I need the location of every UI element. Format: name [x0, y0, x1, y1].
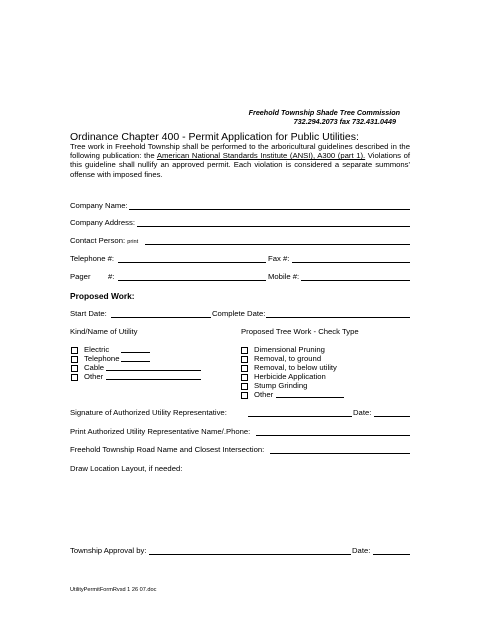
tree-work-other-checkbox[interactable]: [241, 392, 248, 399]
tree-work-dimensional-pruning-label: Dimensional Pruning: [254, 345, 325, 354]
company-name-label: Company Name:: [70, 201, 128, 210]
location-layout-label: Draw Location Layout, if needed:: [70, 464, 183, 473]
tree-work-removal-below-utility-checkbox[interactable]: [241, 365, 248, 372]
intro-paragraph: [70, 142, 410, 179]
contact-person-label: [70, 236, 138, 245]
approval-date-label: Date:: [352, 546, 371, 555]
utility-electric-name-field[interactable]: [121, 352, 150, 353]
complete-date-label: Complete Date:: [212, 309, 266, 318]
utility-telephone-label: Telephone: [84, 354, 120, 363]
tree-work-herbicide-label: Herbicide Application: [254, 372, 326, 381]
tree-work-stump-grinding-label: Stump Grinding: [254, 381, 308, 390]
pager-field[interactable]: [118, 280, 266, 281]
utility-other-label: Other: [84, 372, 104, 381]
township-approval-field[interactable]: [149, 554, 351, 555]
complete-date-field[interactable]: [266, 317, 410, 318]
intro-text-1: Tree work in Freehold Township shall be performed to the arboricultural guidelines described in the following publication: the: [70, 142, 410, 161]
tree-work-removal-below-utility-label: Removal, to below utility: [254, 363, 337, 372]
mobile-label: Mobile #:: [268, 272, 300, 281]
proposed-work-heading: Proposed Work:: [70, 291, 135, 301]
tree-work-heading: Proposed Tree Work - Check Type: [241, 327, 359, 336]
utility-cable-name-field[interactable]: [106, 370, 201, 371]
utility-cable-checkbox[interactable]: [71, 365, 78, 372]
intro-text-2: Violations of this guideline shall nullify an approved permit. Each violation is considered a separate summons' offense with imposed fines.: [70, 151, 410, 179]
company-address-label: Company Address:: [70, 218, 135, 227]
fax-label: Fax #:: [268, 254, 290, 263]
ansi-standard-link: American National Standards Institute (ANSI), A300 (part 1).: [156, 151, 366, 161]
township-approval-label: Township Approval by:: [70, 546, 147, 555]
fax-field[interactable]: [292, 262, 410, 263]
print-name-label: Print Authorized Utility Representative Name/.Phone:: [70, 427, 251, 436]
contact-person-field[interactable]: [145, 244, 410, 245]
contact-person-print-hint: print: [127, 239, 139, 245]
start-date-field[interactable]: [111, 317, 211, 318]
utility-electric-checkbox[interactable]: [71, 347, 78, 354]
approval-date-field[interactable]: [373, 554, 410, 555]
tree-work-other-label: Other: [254, 390, 274, 399]
tree-work-dimensional-pruning-checkbox[interactable]: [241, 347, 248, 354]
signature-date-field[interactable]: [374, 416, 410, 417]
utility-electric-label: Electric: [84, 345, 110, 354]
tree-work-other-field[interactable]: [276, 397, 344, 398]
company-name-field[interactable]: [129, 209, 410, 210]
telephone-label: Telephone #:: [70, 254, 115, 263]
tree-work-removal-ground-checkbox[interactable]: [241, 356, 248, 363]
commission-name: Freehold Township Shade Tree Commission: [248, 108, 400, 117]
tree-work-removal-ground-label: Removal, to ground: [254, 354, 322, 363]
commission-contact: 732.294.2073 fax 732.431.0449: [293, 117, 396, 126]
utility-other-name-field[interactable]: [106, 379, 201, 380]
mobile-field[interactable]: [301, 280, 410, 281]
start-date-label: Start Date:: [70, 309, 107, 318]
tree-work-stump-grinding-checkbox[interactable]: [241, 383, 248, 390]
utility-heading: Kind/Name of Utility: [70, 327, 138, 336]
utility-other-checkbox[interactable]: [71, 374, 78, 381]
signature-label: Signature of Authorized Utility Representative:: [70, 408, 227, 417]
form-title: Ordinance Chapter 400 - Permit Application for Public Utilities:: [70, 131, 359, 143]
road-name-field[interactable]: [270, 453, 410, 454]
utility-cable-label: Cable: [84, 363, 105, 372]
location-layout-drawing-area[interactable]: [70, 476, 410, 538]
contact-person-text: Contact Person:: [70, 236, 126, 245]
signature-date-label: Date:: [353, 408, 372, 417]
pager-hash-label: #:: [108, 272, 115, 281]
utility-telephone-name-field[interactable]: [121, 361, 150, 362]
signature-field[interactable]: [248, 416, 352, 417]
document-filename: UtilityPermitFormRvsd 1 26 07.doc: [70, 587, 157, 593]
print-name-field[interactable]: [256, 435, 410, 436]
utility-telephone-checkbox[interactable]: [71, 356, 78, 363]
tree-work-herbicide-checkbox[interactable]: [241, 374, 248, 381]
company-address-field[interactable]: [137, 226, 410, 227]
telephone-field[interactable]: [118, 262, 266, 263]
road-name-label: Freehold Township Road Name and Closest Intersection:: [70, 445, 265, 454]
pager-label: Pager: [70, 272, 91, 281]
